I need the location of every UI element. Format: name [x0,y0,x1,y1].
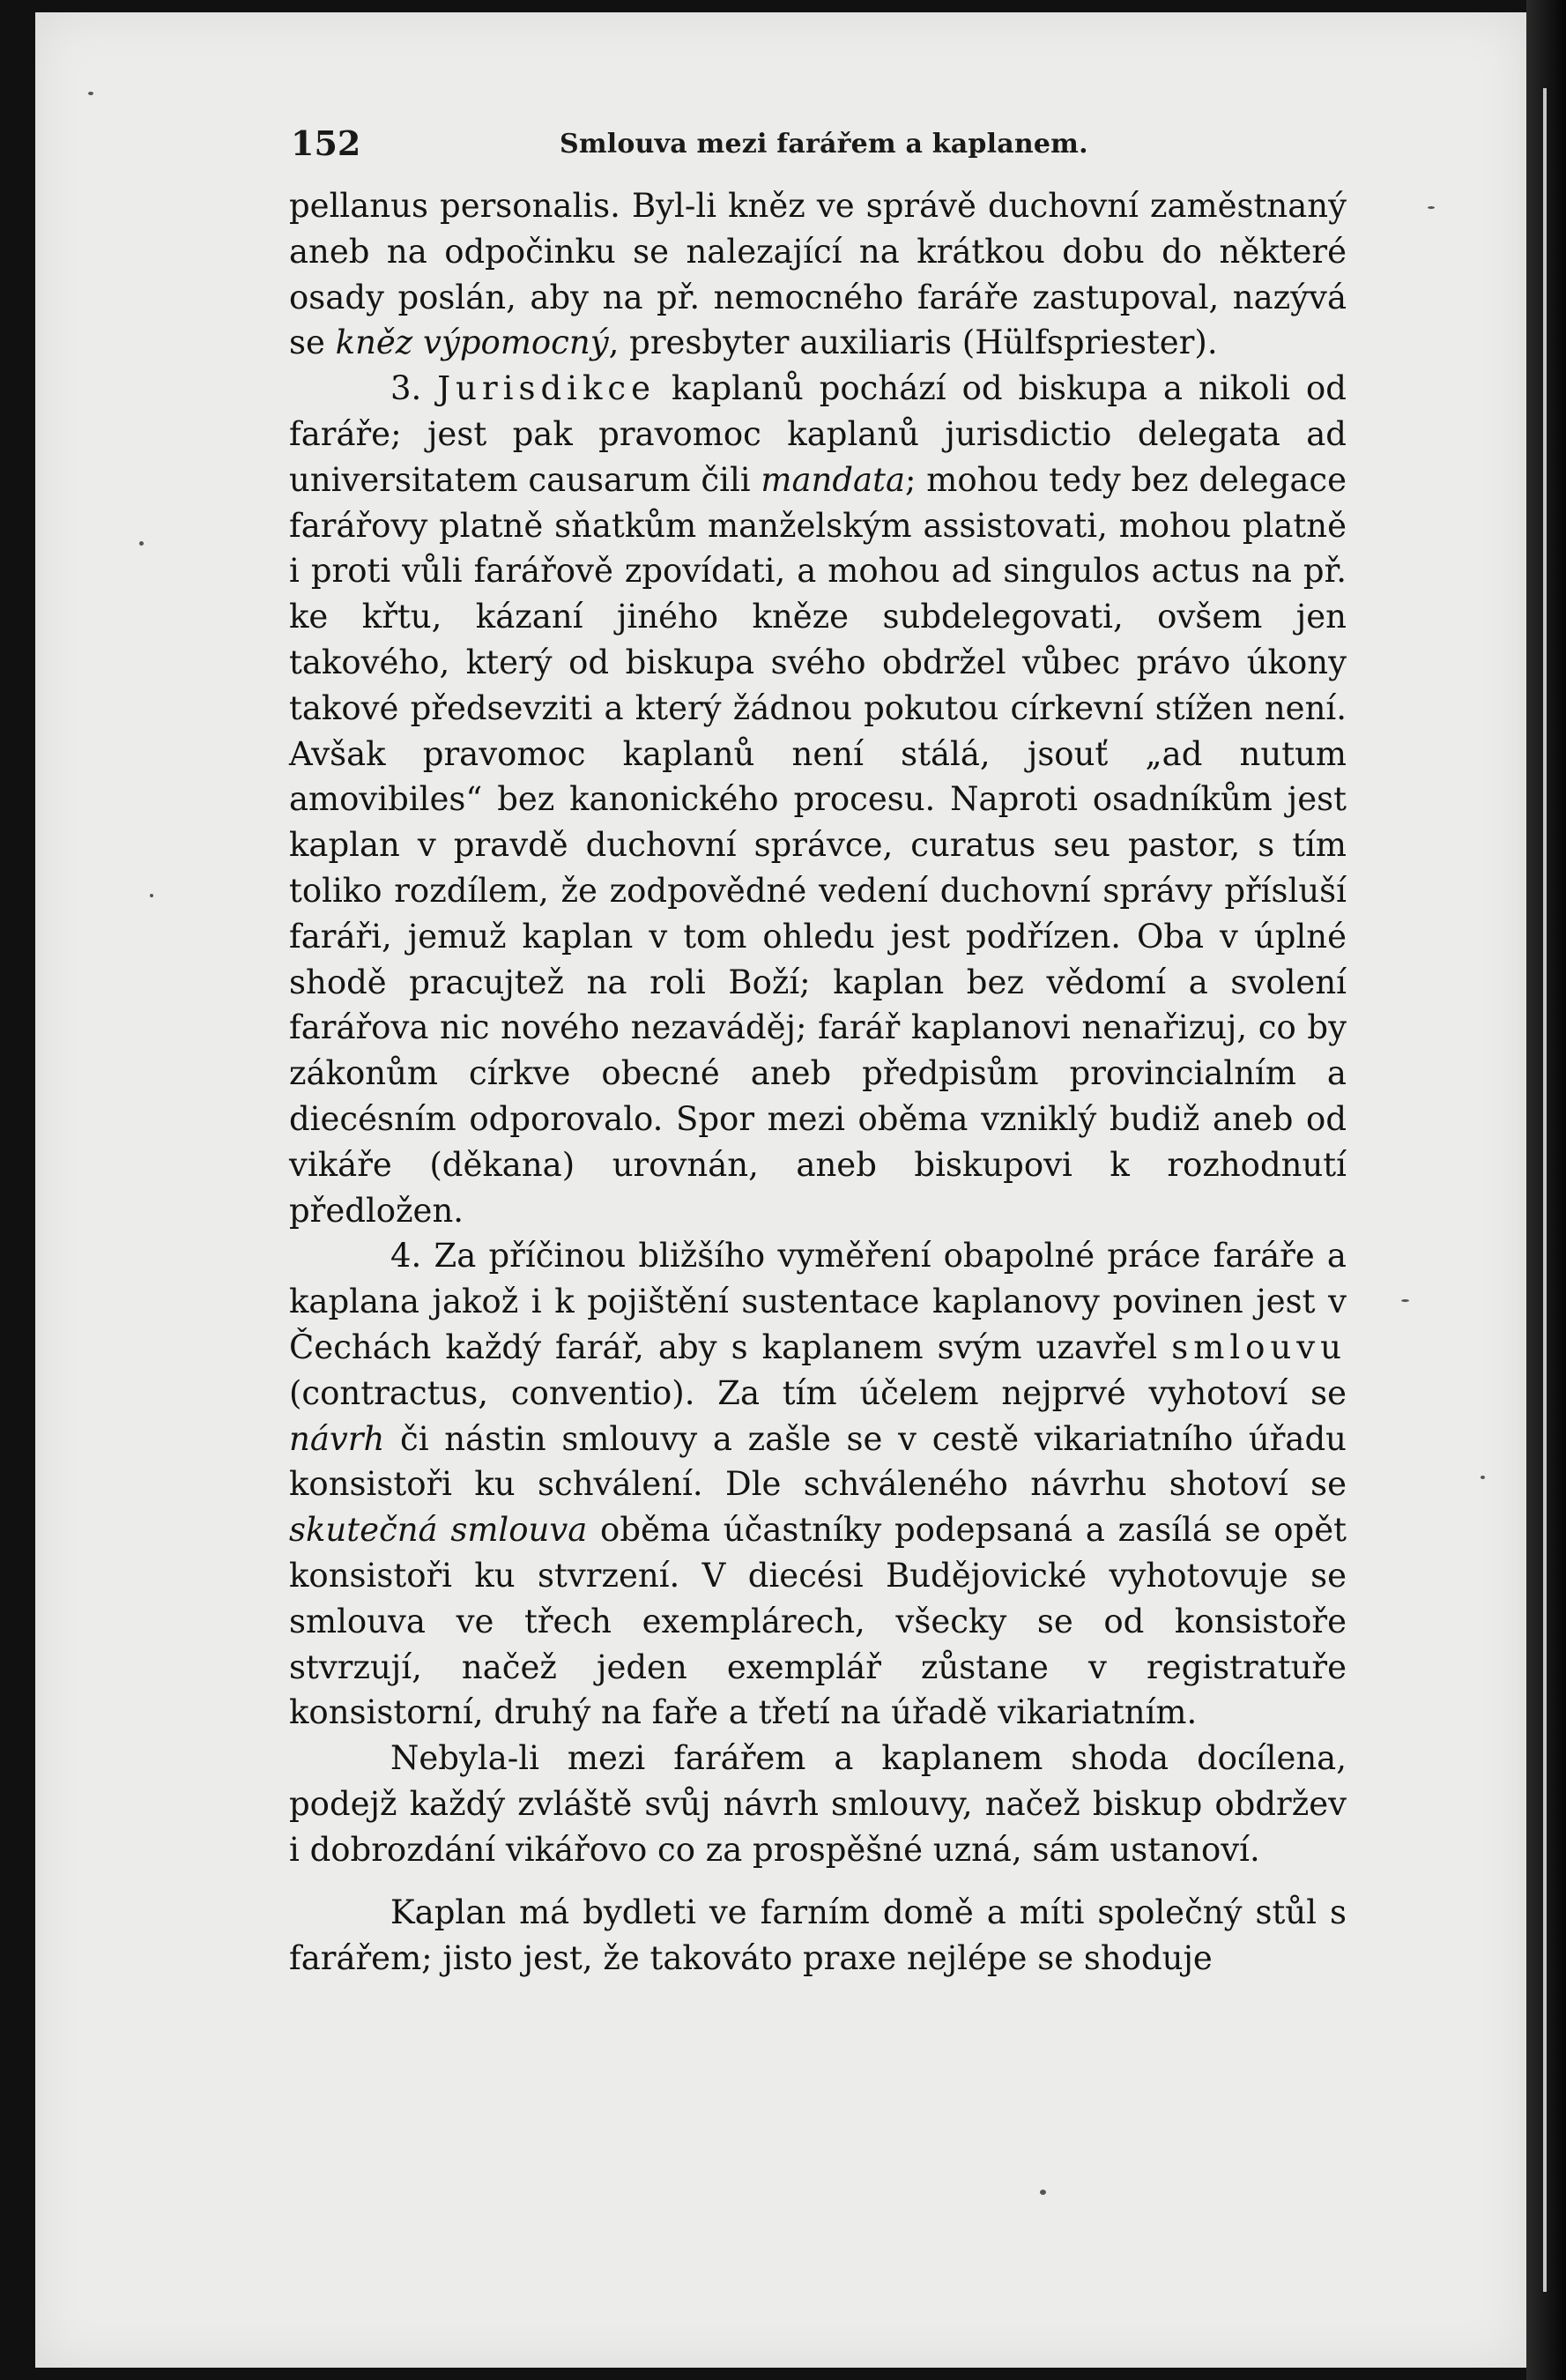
text-run: 3. [390,369,438,408]
text-run: pellanus personalis. Byl-li kněz ve správě duchovní zaměstnaný aneb na odpočinku se nalezající na krátkou dobu do některé osady poslán, aby na př. nemocného faráře zastupoval, nazývá se [289,187,1347,362]
running-title: Smlouva mezi farářem a kaplanem. [560,129,1088,160]
paragraph-2 [289,366,1347,1233]
text-run: ; mohou tedy bez delegace farářovy platně sňatkům manželským assistovati, mohou platně i proti vůli farářově zpovídati, a mohou ad singulos actus na př. ke křtu, kázaní jiného kněze subdelegovati, ovšem jen takového, který od biskupa svého obdržel vůbec právo úkony takové předsevziti a který žádnou pokutou církevní stížen není. Avšak pravomoc kaplanů není stálá, jsouť „ad nutum amovibiles“ bez kanonického procesu. Naproti osadníkům jest kaplan v pravdě duchovní správce, curatus seu pastor, s tím toliko rozdílem, že zodpovědné vedení duchovní správy přísluší faráři, jemuž kaplan v tom ohledu jest podřízen. Oba v úplné shodě pracujtež na roli Boží; kaplan bez vědomí a svolení farářova nic nového nezaváděj; farář kaplanovi nenařizuj, co by zákonům církve obecné aneb předpisům provincialním a diecésním odporovalo. Spor mezi oběma vzniklý budiž aneb od vikáře (děkana) urovnán, aneb biskupovi k rozhodnutí předložen. [289,460,1347,1230]
ink-speck [1040,2190,1046,2195]
text-run: , presbyter auxiliaris (Hülfspriester). [608,324,1218,362]
paragraph-3 [289,1233,1347,1736]
text-run: oběma účastníky podepsaná a zasílá se opět konsistoři ku stvrzení. V diecési Budějovické vyhotovuje se smlouva ve třech exemplárech, všecky se od konsistoře stvrzují, načež jeden exemplář zůstane v registratuře konsistorní, druhý na faře a třetí na úřadě vikariatním. [289,1511,1347,1732]
emphasis: skutečná smlouva [289,1511,588,1550]
text-run: 4. Za příčinou bližšího vyměření obapolné práce faráře a kaplana jakož i k pojištění sustentace kaplanovy povinen jest v Čechách každý farář, aby s kaplanem svým uzavřel [289,1237,1347,1366]
ink-speck [1401,1299,1409,1302]
text-run: či nástin smlouvy a zašle se v cestě vikariatního úřadu konsistoři ku schválení. Dle schváleného návrhu shotoví se [289,1419,1347,1504]
emphasis: kněz výpomocný [335,324,609,362]
paragraph-5: Kaplan má bydleti ve farním domě a míti společný stůl s farářem; jisto jest, že takováto praxe nejlépe se shoduje [289,1893,1347,1978]
paragraph-4: Nebyla-li mezi farářem a kaplanem shoda docílena, podejž každý zvláště svůj návrh smlouvy, načež biskup obdržev i dobrozdání vikářovo co za prospěšné uzná, sám ustanoví. [289,1739,1347,1869]
ink-speck [139,541,144,546]
spaced-term: Jurisdikce [437,369,657,408]
spaced-term: smlouvu [1171,1328,1347,1366]
ink-speck [1481,1476,1485,1479]
text-run: kaplanů pochází od biskupa a nikoli od faráře; jest pak pravomoc kaplanů jurisdictio delegata ad universitatem causarum čili [289,369,1347,499]
emphasis: mandata [761,460,906,499]
body-text [289,183,1347,1982]
emphasis: návrh [289,1419,385,1458]
ink-speck [1428,206,1435,209]
text-run: (contractus, conventio). Za tím účelem nejprvé vyhotoví se [289,1373,1347,1412]
page-number: 152 [291,123,361,163]
paragraph-1 [289,183,1347,366]
page-header [291,123,1348,176]
ink-speck [150,894,153,897]
ink-speck [88,92,93,95]
scan-edge-line [1543,88,1547,2292]
